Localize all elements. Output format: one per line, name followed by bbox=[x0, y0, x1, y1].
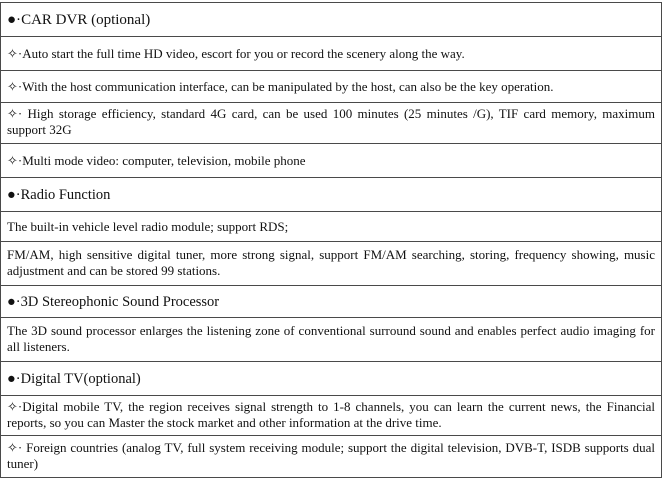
row-text: Foreign countries (analog TV, full system receiving module; support the digital television, DVB-T, ISDB supports dual tuner) bbox=[7, 440, 655, 471]
row-text: Auto start the full time HD video, escort for you or record the scenery along the way. bbox=[22, 46, 465, 61]
feature-item bbox=[0, 102, 662, 144]
section-heading-3d-sound bbox=[0, 285, 662, 318]
row-text: 3D Stereophonic Sound Processor bbox=[20, 294, 220, 310]
bullet-marker: ●· bbox=[7, 371, 21, 387]
row-text: High storage efficiency, standard 4G card, can be used 100 minutes (25 minutes /G), TIF card memory, maximum support 32G bbox=[7, 106, 655, 137]
diamond-star-icon: ✧· bbox=[7, 440, 23, 455]
body-row bbox=[0, 317, 662, 362]
diamond-star-icon: ✧· bbox=[7, 79, 23, 94]
feature-item bbox=[0, 143, 662, 178]
feature-item bbox=[0, 70, 662, 103]
row-text: With the host communication interface, can be manipulated by the host, can also be the key operation. bbox=[22, 79, 554, 94]
diamond-star-icon: ✧· bbox=[7, 106, 23, 121]
row-text: Multi mode video: computer, television, mobile phone bbox=[22, 153, 306, 168]
diamond-star-icon: ✧· bbox=[7, 46, 23, 61]
section-heading-digital-tv bbox=[0, 361, 662, 396]
row-text: FM/AM, high sensitive digital tuner, more strong signal, support FM/AM searching, storing, frequency showing, music adjustment and can be stored 99 stations. bbox=[7, 247, 655, 278]
row-text: Digital TV(optional) bbox=[20, 371, 141, 387]
diamond-star-icon: ✧· bbox=[7, 153, 23, 168]
diamond-star-icon: ✧· bbox=[7, 399, 23, 414]
body-row bbox=[0, 241, 662, 286]
row-text: Digital mobile TV, the region receives signal strength to 1-8 channels, you can learn the current news, the Financial reports, so you can Master the stock market and other information at the drive time. bbox=[7, 399, 655, 430]
row-text: The 3D sound processor enlarges the listening zone of conventional surround sound and enables perfect audio imaging for all listeners. bbox=[7, 323, 655, 354]
bullet-marker: ●· bbox=[7, 294, 21, 310]
bullet-marker: ●· bbox=[7, 12, 22, 28]
section-heading-car-dvr bbox=[0, 2, 662, 37]
feature-item bbox=[0, 395, 662, 436]
body-row bbox=[0, 211, 662, 242]
row-text: Radio Function bbox=[20, 187, 111, 203]
section-heading-radio bbox=[0, 177, 662, 212]
feature-item bbox=[0, 36, 662, 71]
row-text: CAR DVR (optional) bbox=[21, 12, 151, 28]
bullet-marker: ●· bbox=[7, 187, 21, 203]
feature-item bbox=[0, 435, 662, 478]
row-text: The built-in vehicle level radio module; support RDS; bbox=[7, 219, 289, 234]
